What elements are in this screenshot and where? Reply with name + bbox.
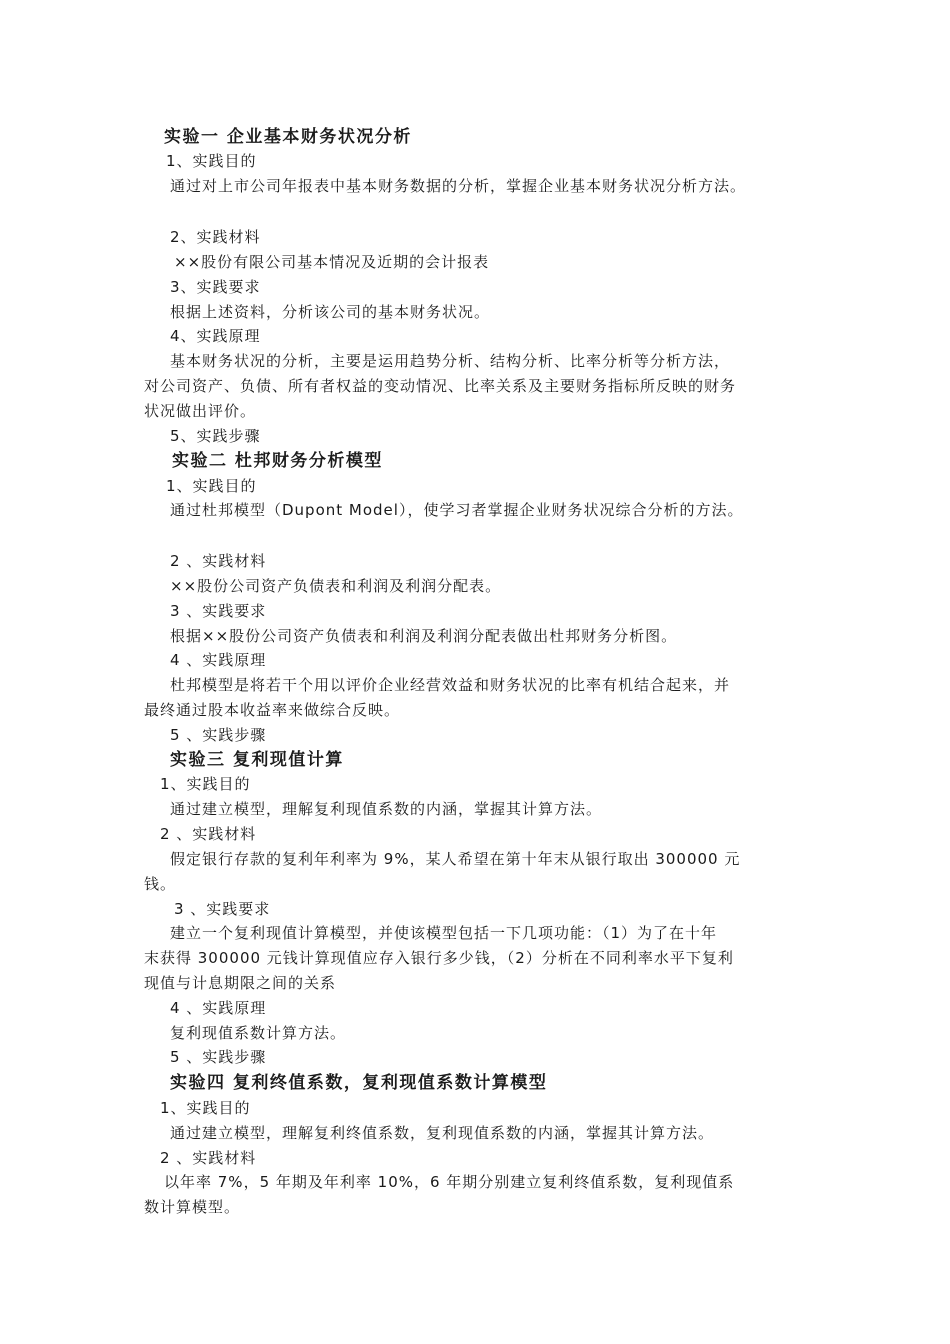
exp2-section-3-text: 根据××股份公司资产负债表和利润及利润分配表做出杜邦财务分析图。 (170, 627, 678, 645)
experiment-1-title: 实验一 企业基本财务状况分析 (164, 127, 412, 147)
exp1-section-5-heading: 5、实践步骤 (170, 427, 261, 445)
exp3-section-4-text: 复利现值系数计算方法。 (170, 1024, 347, 1042)
exp2-section-2-heading: 2 、实践材料 (170, 552, 267, 570)
exp2-section-1-heading: 1、实践目的 (166, 477, 257, 495)
exp3-section-4-heading: 4 、实践原理 (170, 999, 267, 1017)
exp4-section-2-heading: 2 、实践材料 (160, 1149, 257, 1167)
exp1-section-2-text: ××股份有限公司基本情况及近期的会计报表 (174, 253, 490, 271)
exp1-section-3-heading: 3、实践要求 (170, 278, 261, 296)
exp3-section-2-text-line1: 假定银行存款的复利年利率为 9%，某人希望在第十年末从银行取出 300000 元 (170, 850, 741, 868)
exp3-section-2-heading: 2 、实践材料 (160, 825, 257, 843)
exp1-section-4-text-line2: 对公司资产、负债、所有者权益的变动情况、比率关系及主要财务指标所反映的财务 (144, 377, 737, 395)
exp1-section-1-text: 通过对上市公司年报表中基本财务数据的分析，掌握企业基本财务状况分析方法。 (170, 177, 747, 195)
exp2-section-2-text: ××股份公司资产负债表和利润及利润分配表。 (170, 577, 502, 595)
exp2-section-1-text: 通过杜邦模型（Dupont Model），使学习者掌握企业财务状况综合分析的方法。 (170, 501, 744, 519)
exp2-section-5-heading: 5 、实践步骤 (170, 726, 267, 744)
exp3-section-5-heading: 5 、实践步骤 (170, 1048, 267, 1066)
exp1-section-1-heading: 1、实践目的 (166, 152, 257, 170)
exp4-section-1-heading: 1、实践目的 (160, 1099, 251, 1117)
exp3-section-1-heading: 1、实践目的 (160, 775, 251, 793)
exp4-section-2-text-line1: 以年率 7%，5 年期及年利率 10%，6 年期分别建立复利终值系数，复利现值系 (164, 1173, 735, 1191)
exp1-section-3-text: 根据上述资料，分析该公司的基本财务状况。 (170, 303, 491, 321)
exp2-section-3-heading: 3 、实践要求 (170, 602, 267, 620)
exp2-section-4-text-line1: 杜邦模型是将若干个用以评价企业经营效益和财务状况的比率有机结合起来，并 (170, 676, 731, 694)
exp3-section-2-text-line2: 钱。 (144, 875, 177, 893)
experiment-3-title: 实验三 复利现值计算 (170, 750, 344, 770)
exp1-section-4-text-line3: 状况做出评价。 (144, 402, 257, 420)
exp3-section-3-text-line1: 建立一个复利现值计算模型，并使该模型包括一下几项功能：（1）为了在十年 (170, 924, 718, 942)
exp2-section-4-heading: 4 、实践原理 (170, 651, 267, 669)
exp1-section-4-text-line1: 基本财务状况的分析，主要是运用趋势分析、结构分析、比率分析等分析方法， (170, 352, 731, 370)
exp4-section-2-text-line2: 数计算模型。 (144, 1198, 241, 1216)
exp3-section-3-text-line2: 末获得 300000 元钱计算现值应存入银行多少钱，（2）分析在不同利率水平下复利 (144, 949, 734, 967)
exp3-section-3-text-line3: 现值与计息期限之间的关系 (144, 974, 337, 992)
exp2-section-4-text-line2: 最终通过股本收益率来做综合反映。 (144, 701, 401, 719)
exp3-section-3-heading: 3 、实践要求 (174, 900, 271, 918)
experiment-4-title: 实验四 复利终值系数，复利现值系数计算模型 (170, 1073, 548, 1093)
exp1-section-4-heading: 4、实践原理 (170, 327, 261, 345)
experiment-2-title: 实验二 杜邦财务分析模型 (172, 451, 383, 471)
exp3-section-1-text: 通过建立模型，理解复利现值系数的内涵，掌握其计算方法。 (170, 800, 603, 818)
exp1-section-2-heading: 2、实践材料 (170, 228, 261, 246)
exp4-section-1-text: 通过建立模型，理解复利终值系数，复利现值系数的内涵，掌握其计算方法。 (170, 1124, 715, 1142)
